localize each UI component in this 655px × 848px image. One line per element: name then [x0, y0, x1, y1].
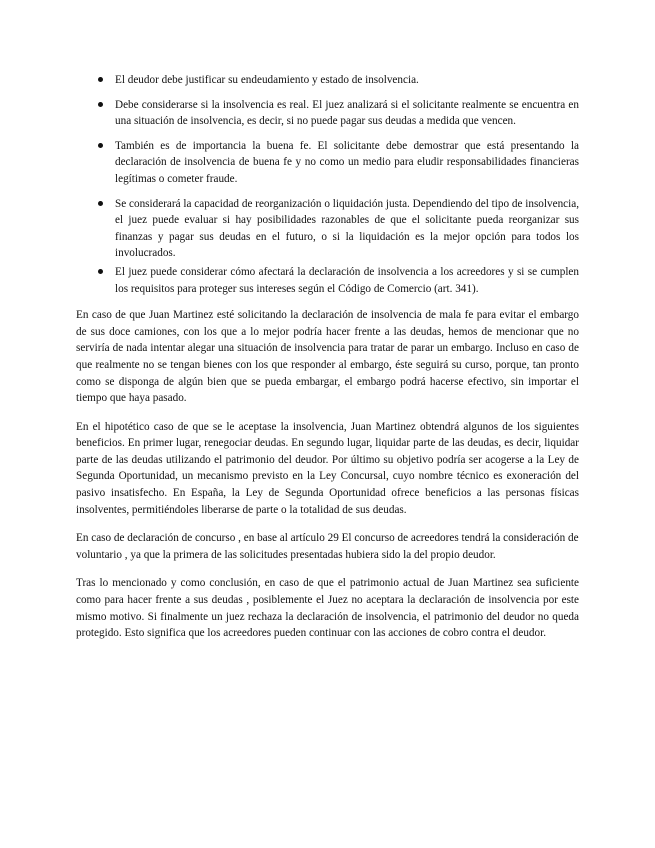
list-item — [76, 97, 579, 130]
paragraph-conclusion: Tras lo mencionado y como conclusión, en caso de que el patrimonio actual de Juan Martinez sea suficiente como para hacer frente a sus deudas , posiblemente el Juez no aceptara la declaración de insolvencia por este mismo motivo. Si finalmente un juez rechaza la declaración de insolvencia, el patrimonio del deudor no queda protegido. Esto significa que los acreedores pueden continuar con las acciones de cobro contra el deudor. — [76, 577, 579, 640]
paragraph-bad-faith: En caso de que Juan Martinez esté solicitando la declaración de insolvencia de mala fe para evitar el embargo de sus doce camiones, con los que a lo mejor podría hacer frente a las deudas, hemos de mencionar que no serviría de nada intentar alegar una situación de insolvencia para tratar de parar un embargo. Incluso en caso de que realmente no se tengan bienes con los que responder al embargo, éste seguirá su curso, porque, tan pronto como se disponga de algún bien que se pueda embargar, el embargo podrá hacerse efectivo, sin importar el tiempo que haya pasado. — [76, 309, 579, 405]
bullet-icon — [98, 77, 103, 82]
list-item-text: El deudor debe justificar su endeudamiento y estado de insolvencia. — [115, 74, 419, 86]
list-item — [76, 264, 579, 297]
list-item-text: Debe considerarse si la insolvencia es real. El juez analizará si el solicitante realmente se encuentra en una situación de insolvencia, es decir, si no puede pagar sus deudas a medida que vencen. — [115, 98, 579, 128]
bullet-icon — [98, 201, 103, 206]
list-item — [76, 196, 579, 262]
bullet-icon — [98, 143, 103, 148]
document-page — [76, 72, 579, 642]
list-item-text: También es de importancia la buena fe. El solicitante debe demostrar que está presentando la declaración de insolvencia de buena fe y no como un medio para eludir responsabilidades financieras legítimas o cometer fraude. — [115, 139, 579, 185]
paragraph-voluntary-concurso: En caso de declaración de concurso , en base al artículo 29 El concurso de acreedores tendrá la consideración de voluntario , ya que la primera de las solicitudes presentadas hubiera sido la del propio deudor. — [76, 532, 579, 561]
list-item-text: El juez puede considerar cómo afectará la declaración de insolvencia a los acreedores y si se cumplen los requisitos para proteger sus intereses según el Código de Comercio (art. 341). — [115, 265, 579, 295]
paragraph-benefits: En el hipotético caso de que se le aceptase la insolvencia, Juan Martinez obtendrá algunos de los siguientes beneficios. En primer lugar, renegociar deudas. En segundo lugar, liquidar parte de las deudas, es decir, liquidar parte de las deudas utilizando el patrimonio del deudor. Por último su objetivo podría ser acogerse a la Ley de Segunda Oportunidad, un mecanismo previsto en la Ley Concursal, cuyo nombre técnico es exoneración del pasivo insatisfecho. En España, la Ley de Segunda Oportunidad ofrece beneficios a las personas físicas insolventes, permitiéndoles liberarse de parte o la totalidad de sus deudas. — [76, 420, 579, 516]
list-item — [76, 72, 579, 89]
requirements-list — [76, 72, 579, 297]
list-item-text: Se considerará la capacidad de reorganización o liquidación justa. Dependiendo del tipo de insolvencia, el juez puede evaluar si hay posibilidades razonables de que el solicitante pueda reorganizar sus finanzas y pagar sus deudas en el futuro, o si la liquidación es la mejor opción para todos los involucrados. — [115, 197, 579, 260]
bullet-icon — [98, 102, 103, 107]
bullet-icon — [98, 269, 103, 274]
list-item — [76, 138, 579, 188]
